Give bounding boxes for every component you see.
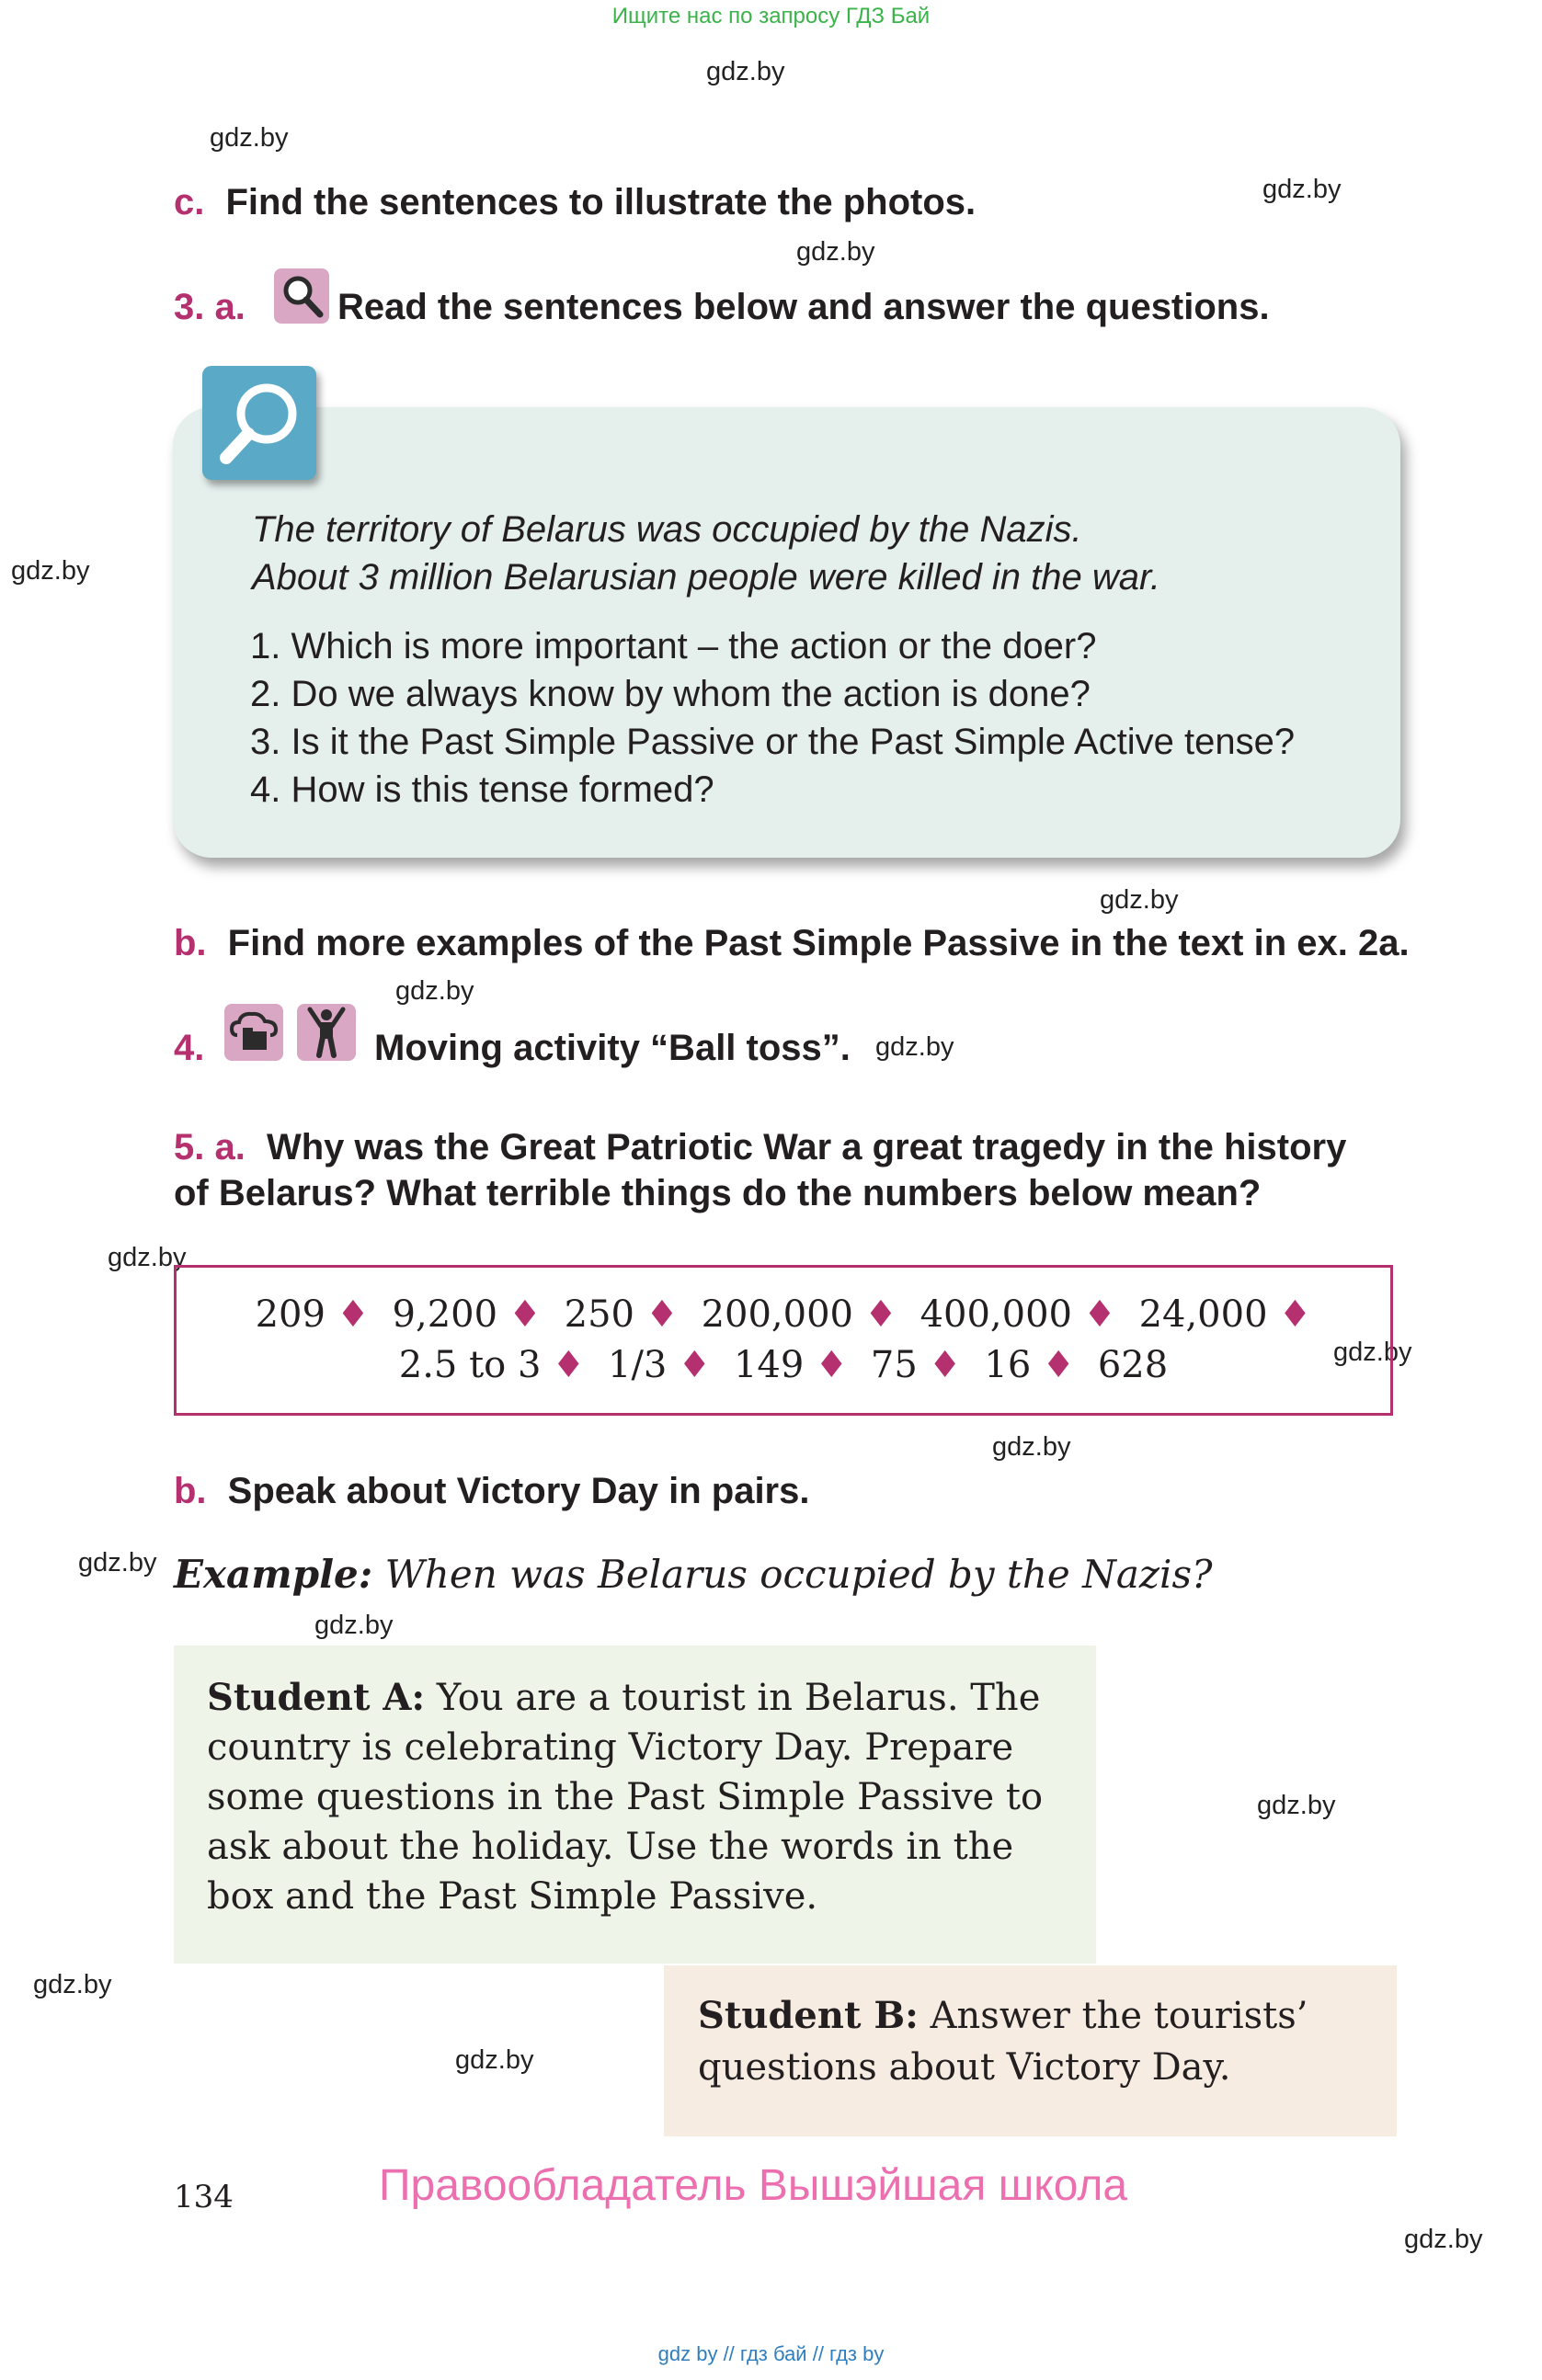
diamond-separator: ♦ (815, 1344, 849, 1386)
example-text: When was Belarus occupied by the Nazis? (384, 1552, 1213, 1597)
watermark: gdz.by (395, 976, 474, 1006)
diamond-separator: ♦ (645, 1293, 679, 1336)
card-sentence: About 3 million Belarusian people were killed in the war. (252, 557, 1160, 598)
footer-links: gdz by // гдз бай // гдз by (657, 2342, 885, 2365)
task-3a-text: Read the sentences below and answer the questions. (337, 287, 1270, 327)
student-b-text (698, 1990, 1308, 2093)
diamond-separator: ♦ (1278, 1293, 1312, 1336)
numbers-row-1 (174, 1293, 1393, 1336)
task-label: 3. a. (174, 287, 246, 327)
diamond-separator: ♦ (678, 1344, 712, 1386)
diamond-separator: ♦ (336, 1293, 370, 1336)
example-line (174, 1552, 1213, 1597)
number-item: 24,000 (1138, 1293, 1268, 1336)
watermark: gdz.by (455, 2045, 534, 2075)
task-5a-line1 (174, 1127, 1346, 1168)
student-a-line: some questions in the Past Simple Passive to (207, 1776, 1044, 1818)
task-text: Why was the Great Patriotic War a great tragedy in the history (266, 1127, 1347, 1167)
numbers-row-2 (174, 1344, 1393, 1386)
number-item: 400,000 (919, 1293, 1072, 1336)
page-number: 134 (174, 2179, 234, 2215)
task-4-text: Moving activity “Ball toss”. (374, 1028, 851, 1068)
diamond-separator: ♦ (1042, 1344, 1076, 1386)
task-4-label (174, 1028, 204, 1069)
diamond-separator: ♦ (508, 1293, 542, 1336)
cloud-folder-icon (224, 1004, 283, 1061)
magnifier-icon (274, 268, 329, 324)
number-item: 1/3 (608, 1344, 668, 1386)
task-label: 4. (174, 1028, 205, 1068)
watermark: gdz.by (108, 1243, 187, 1272)
number-item: 9,200 (392, 1293, 498, 1336)
number-item: 16 (984, 1344, 1032, 1386)
number-item: 149 (733, 1344, 805, 1386)
card-question: 2. Do we always know by whom the action is done? (250, 674, 1091, 714)
task-text: Speak about Victory Day in pairs. (227, 1471, 810, 1511)
diamond-separator: ♦ (552, 1344, 586, 1386)
watermark: gdz.by (706, 57, 785, 86)
card-sentence: The territory of Belarus was occupied by the Nazis. (252, 509, 1082, 550)
task-b (174, 923, 1410, 964)
person-moving-icon (297, 1004, 356, 1061)
card-question: 4. How is this tense formed? (250, 769, 714, 810)
watermark: gdz.by (1262, 175, 1342, 204)
student-b-line: questions about Victory Day. (698, 2046, 1231, 2089)
watermark: gdz.by (210, 123, 289, 153)
magnifier-icon (202, 366, 316, 480)
watermark: gdz.by (1333, 1338, 1412, 1367)
student-b-line: Answer the tourists’ (930, 1995, 1308, 2037)
student-b-label: Student B: (698, 1994, 919, 2037)
task-label: b. (174, 1471, 207, 1511)
card-question: 3. Is it the Past Simple Passive or the Past Simple Active tense? (250, 722, 1296, 762)
task-5a-line2: of Belarus? What terrible things do the numbers below mean? (174, 1173, 1262, 1213)
watermark: gdz.by (1100, 885, 1179, 915)
task-text: Find the sentences to illustrate the photos. (225, 182, 977, 222)
student-a-line: box and the Past Simple Passive. (207, 1875, 818, 1918)
number-item: 628 (1097, 1344, 1169, 1386)
watermark: gdz.by (796, 237, 875, 267)
task-c (174, 182, 976, 223)
number-item: 250 (564, 1293, 634, 1336)
watermark: gdz.by (33, 1970, 112, 1999)
top-banner: Ищите нас по запросу ГДЗ Бай (611, 4, 931, 28)
card-question: 1. Which is more important – the action or the doer? (250, 626, 1097, 666)
numbers-box (174, 1265, 1393, 1416)
diamond-separator: ♦ (1082, 1293, 1116, 1336)
number-item: 209 (255, 1293, 326, 1336)
task-label: b. (174, 923, 207, 963)
watermark: gdz.by (1404, 2225, 1483, 2254)
diamond-separator: ♦ (928, 1344, 962, 1386)
task-text: Find more examples of the Past Simple Passive in the text in ex. 2a. (227, 923, 1410, 963)
watermark: gdz.by (11, 556, 90, 586)
diamond-separator: ♦ (863, 1293, 897, 1336)
student-a-text (207, 1673, 1043, 1921)
student-a-line: You are a tourist in Belarus. The (436, 1677, 1041, 1719)
task-5b (174, 1471, 809, 1512)
number-item: 75 (870, 1344, 918, 1386)
student-a-line: country is celebrating Victory Day. Prepare (207, 1726, 1014, 1769)
watermark: gdz.by (875, 1032, 954, 1062)
watermark: gdz.by (314, 1611, 394, 1640)
task-label: c. (174, 182, 205, 222)
task-3a (174, 287, 246, 328)
watermark: gdz.by (78, 1548, 157, 1577)
student-a-label: Student A: (207, 1676, 426, 1719)
watermark: gdz.by (992, 1432, 1071, 1462)
watermark: gdz.by (1257, 1791, 1336, 1820)
copyright-notice: Правообладатель Вышэйшая школа (379, 2161, 1128, 2210)
student-a-line: ask about the holiday. Use the words in the (207, 1826, 1014, 1868)
task-label: 5. a. (174, 1127, 246, 1167)
number-item: 2.5 to 3 (398, 1344, 542, 1386)
number-item: 200,000 (701, 1293, 853, 1336)
example-label: Example: (174, 1552, 373, 1597)
